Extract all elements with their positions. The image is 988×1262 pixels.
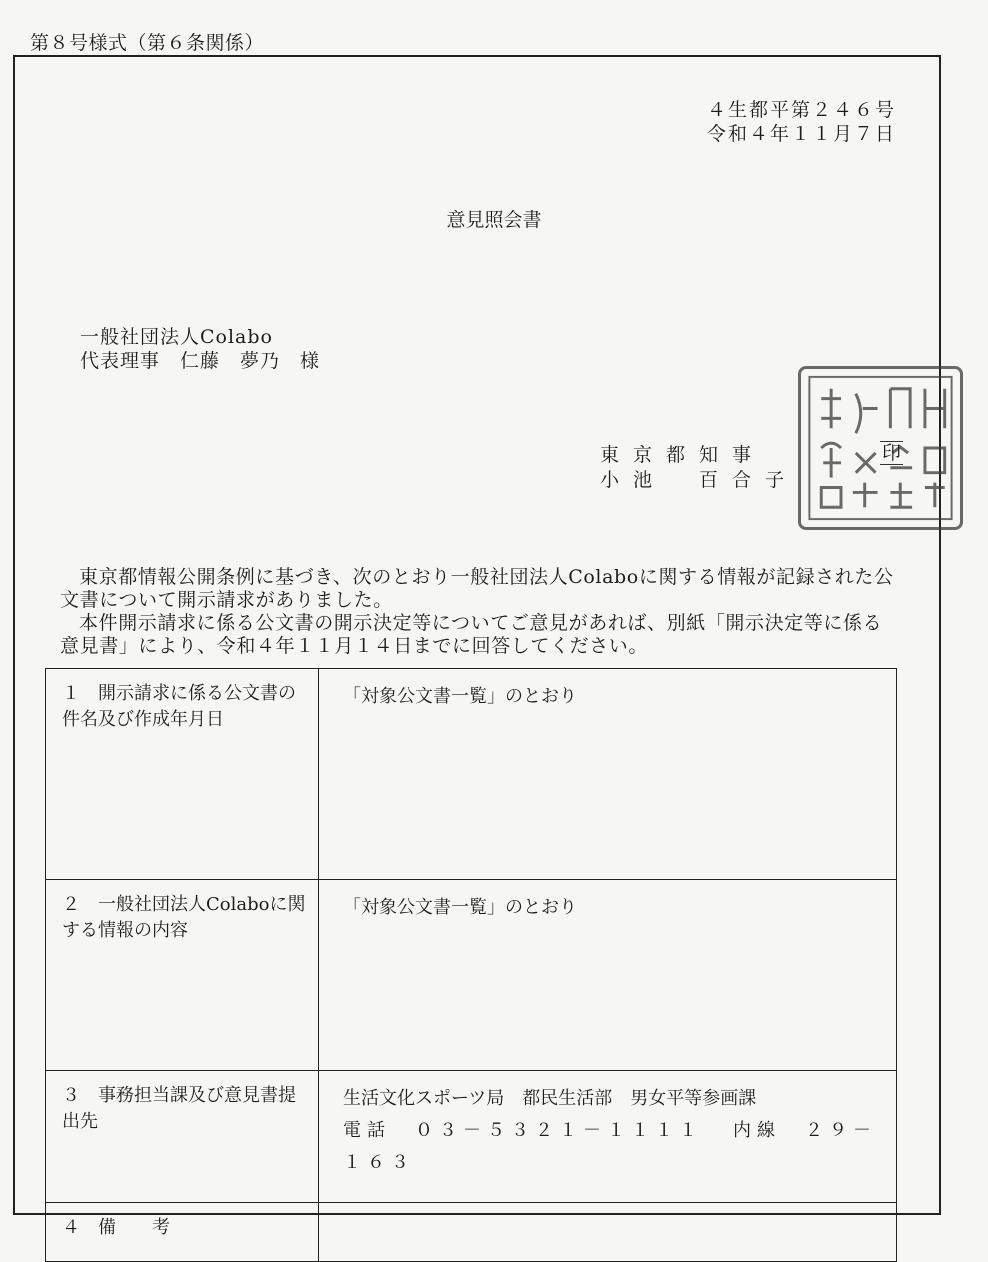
body-paragraph-1: 東京都情報公開条例に基づき、次のとおり一般社団法人Colaboに関する情報が記録された公文書について開示請求がありました。 [60,566,894,611]
addressee [80,325,320,373]
row-label: ４ 備 考 [46,1203,319,1262]
extension-number: 内線 ２９－１６３ [343,1120,877,1173]
document-title: 意見照会書 [446,209,542,231]
addressee-organization: 一般社団法人Colabo [80,326,273,348]
form-number: 第８号様式（第６条関係） [30,32,265,54]
office-name: 生活文化スポーツ局 都民生活部 男女平等参画課 [343,1088,757,1109]
row-value: 「対象公文書一覧」のとおり [319,880,897,1071]
table-row [46,880,897,1071]
phone-number: 電話 ０３－５３２１－１１１１ [343,1120,703,1141]
seal-mark: 印 [882,442,902,464]
document-reference [707,98,896,146]
table-row [46,1203,897,1262]
addressee-representative: 代表理事 仁藤 夢乃 様 [80,350,321,372]
sender [600,443,798,493]
row-label: ３ 事務担当課及び意見書提出先 [46,1071,319,1203]
document-date: 令和４年１１月７日 [706,123,896,145]
sender-title: 東京都知事 [600,444,766,466]
sender-name: 小池 百合子 [600,469,799,491]
row-label: １ 開示請求に係る公文書の件名及び作成年月日 [46,669,319,880]
row-label: ２ 一般社団法人Colaboに関する情報の内容 [46,880,319,1071]
table-row [46,669,897,880]
body-paragraph-2: 本件開示請求に係る公文書の開示決定等についてご意見があれば、別紙「開示決定等に係る意見書」により、令和４年１１月１４日までに回答してください。 [60,612,883,657]
body-text [60,566,900,658]
reference-number: ４生都平第２４６号 [706,99,896,121]
row-value: 「対象公文書一覧」のとおり [319,669,897,880]
row-value [319,1203,897,1262]
info-table [45,668,897,1262]
row-value [319,1071,897,1203]
table-row [46,1071,897,1203]
